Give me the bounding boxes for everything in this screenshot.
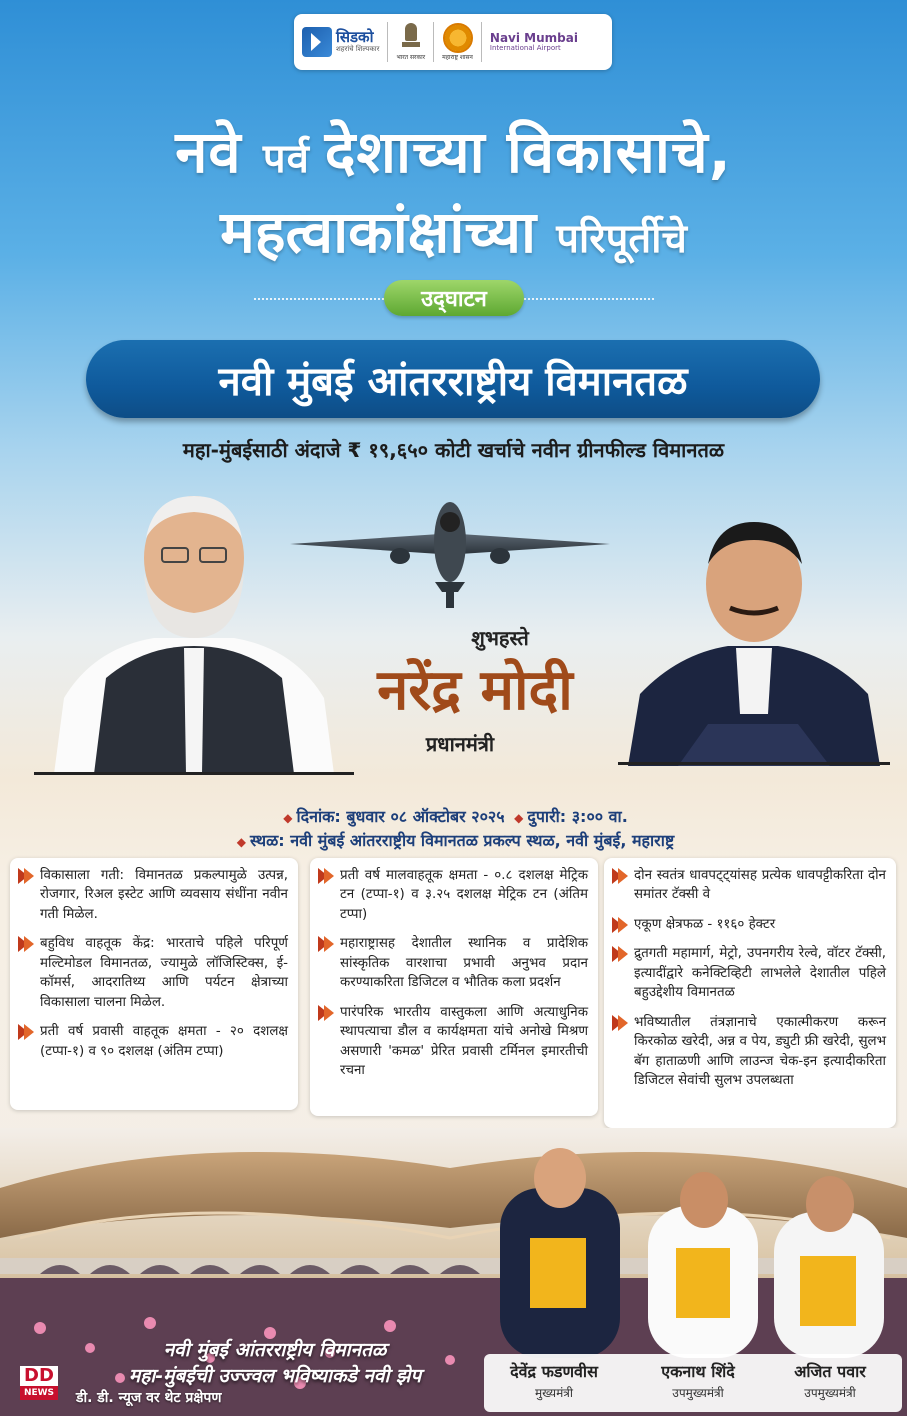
list-item	[612, 944, 886, 1002]
cidco-tagline: शहरांचे शिल्पकार	[336, 45, 380, 54]
event-venue: स्थळ: नवी मुंबई आंतरराष्ट्रीय विमानतळ प्रकल्प स्थळ, नवी मुंबई, महाराष्ट्र	[250, 831, 675, 850]
leader-role: उपमुख्यमंत्री	[672, 1386, 724, 1400]
headline-line-1	[0, 110, 907, 189]
list-item	[18, 934, 288, 1012]
double-arrow-icon	[318, 868, 334, 884]
dd-logo-top: DD	[20, 1366, 58, 1386]
cm-portrait	[618, 514, 890, 766]
double-arrow-icon	[318, 936, 334, 952]
leader-role: मुख्यमंत्री	[534, 1386, 574, 1400]
headline-word: परिपूर्तीचे	[556, 216, 687, 262]
inaugurated-by-label: शुभहस्ते	[471, 626, 529, 650]
mh-seal	[442, 23, 473, 61]
maharashtra-seal-icon	[443, 23, 473, 53]
highlight-text: विकासाला गती: विमानतळ प्रकल्पामुळे उत्पन्न, रोजगार, रिअल इस्टेट आणि व्यवसाय संधींना नवीन गती मिळेल.	[40, 868, 288, 922]
list-item	[318, 934, 588, 992]
event-time: दुपारी: ३:०० वा.	[527, 807, 628, 826]
venue-line	[0, 829, 907, 851]
highlight-text: द्रुतगती महामार्ग, मेट्रो, उपनगरीय रेल्वे, वॉटर टॅक्सी, इत्यादींद्वारे कनेक्टिव्हिटी लाभलेले देशातील पहिले बहुउद्देशीय विमानतळ	[634, 946, 886, 1001]
list-item	[318, 1003, 588, 1081]
double-arrow-icon	[18, 936, 34, 952]
project-subline: महा-मुंबईसाठी अंदाजे ₹ १९,६५० कोटी खर्चाचे नवीन ग्रीनफील्ड विमानतळ	[182, 438, 725, 462]
double-arrow-icon	[612, 1015, 628, 1031]
highlights-card-1	[10, 858, 298, 1110]
highlight-text: पारंपरिक भारतीय वास्तुकला आणि अत्याधुनिक स्थापत्याचा डौल व कार्यक्षमता यांचे अनोखे मिश्रण असणारी 'कमळ' प्रेरित प्रवासी टर्मिनल इमारतीची रचना	[340, 1004, 588, 1078]
inaugurator-role: प्रधानमंत्री	[425, 732, 495, 756]
leader-name: एकनाथ शिंदे	[661, 1362, 735, 1381]
highlight-text: दोन स्वतंत्र धावपट्ट्यांसह प्रत्येक धावपट्टीकरिता दोन समांतर टॅक्सी वे	[634, 868, 886, 903]
leader-name: देवेंद्र फडणवीस	[510, 1362, 598, 1381]
dotted-divider	[254, 298, 384, 300]
highlight-text: प्रती वर्ष मालवाहतूक क्षमता - ०.८ दशलक्ष मेट्रिक टन (टप्पा-१) व ३.२५ दशलक्ष मेट्रिक टन (अंतिम टप्पा)	[340, 868, 588, 922]
diamond-bullet-icon: ◆	[283, 811, 293, 825]
list-item	[18, 866, 288, 924]
list-item	[612, 915, 886, 934]
list-item	[612, 866, 886, 905]
national-emblem-icon	[400, 23, 422, 53]
nmia-sub: International Airport	[489, 43, 561, 52]
diamond-bullet-icon: ◆	[514, 811, 524, 825]
headline-word: पर्व	[262, 136, 325, 182]
goi-emblem	[396, 23, 425, 61]
list-item	[318, 866, 588, 924]
highlight-text: भविष्यातील तंत्रज्ञानाचे एकात्मीकरण करून किरकोळ खरेदी, अन्न व पेय, ड्युटी फ्री खरेदी, सुलभ बॅग हाताळणी आणि लाउन्ज चेक-इन इत्यादीकरिता डिजिटल सेवांची सुलभ उपलब्धता	[634, 1014, 886, 1088]
logo-divider	[387, 22, 388, 62]
dotted-divider	[524, 298, 654, 300]
logo-strip	[294, 14, 612, 70]
cidco-logo	[302, 20, 379, 64]
inaugurator-name: नरेंद्र मोदी	[377, 658, 573, 723]
mh-label: महाराष्ट्र शासन	[442, 54, 473, 61]
double-arrow-icon	[612, 868, 628, 884]
double-arrow-icon	[18, 1024, 34, 1040]
footer-tagline-1: नवी मुंबई आंतरराष्ट्रीय विमानतळ	[163, 1339, 387, 1361]
dd-news-logo	[8, 1366, 70, 1406]
cidco-name: सिडको	[336, 28, 374, 47]
broadcast-note: डी. डी. न्यूज वर थेट प्रक्षेपण	[76, 1390, 222, 1406]
headline-line-2	[0, 190, 907, 269]
nmia-logo	[490, 32, 578, 53]
leader-name: अजित पवार	[794, 1362, 866, 1381]
highlights-card-3	[604, 858, 896, 1128]
portrait-baseline	[34, 772, 354, 775]
nmia-name: Navi Mumbai	[489, 30, 578, 45]
diamond-bullet-icon: ◆	[236, 835, 247, 849]
logo-divider	[481, 22, 482, 62]
footer-tagline-2: महा-मुंबईची उज्ज्वल भविष्याकडे नवी झेप	[128, 1365, 422, 1387]
highlights-card-2	[310, 858, 598, 1116]
logo-divider	[433, 22, 434, 62]
goi-label: भारत सरकार	[396, 54, 426, 61]
list-item	[612, 1013, 886, 1091]
pm-portrait	[34, 478, 354, 774]
list-item	[18, 1022, 288, 1061]
portrait-baseline	[618, 762, 890, 765]
headline-word: नवे	[175, 118, 263, 186]
date-time-line	[0, 805, 907, 827]
headline-word: महत्वाकांक्षांच्या	[220, 198, 557, 266]
double-arrow-icon	[318, 1005, 334, 1021]
airport-title-banner: नवी मुंबई आंतरराष्ट्रीय विमानतळ	[86, 340, 820, 418]
highlight-text: महाराष्ट्रासह देशातील स्थानिक व प्रादेशिक सांस्कृतिक वारशाचा प्रभावी अनुभव प्रदान करण्याकरिता डिजिटल व भौतिक कला प्रदर्शन	[340, 936, 588, 991]
event-tag: उद्‌घाटन	[384, 280, 524, 316]
headline-word: देशाच्या विकासाचे,	[324, 118, 732, 186]
highlight-text: प्रती वर्ष प्रवासी वाहतूक क्षमता - २० दशलक्ष (टप्पा-१) व ९० दशलक्ष (अंतिम टप्पा)	[40, 1024, 288, 1059]
double-arrow-icon	[612, 946, 628, 962]
highlight-text: बहुविध वाहतूक केंद्र: भारताचे पहिले परिपूर्ण मल्टिमोडल विमानतळ, ज्यामुळे लॉजिस्टिक्स, ई-कॉमर्स, आदरातिथ्य आणि पर्यटन क्षेत्राच्या विकासाला चालना मिळेल.	[40, 936, 288, 1010]
dd-logo-bottom: NEWS	[20, 1386, 58, 1400]
cidco-mark-icon	[302, 27, 332, 57]
highlight-text: एकूण क्षेत्रफळ - ११६० हेक्टर	[634, 916, 776, 932]
double-arrow-icon	[18, 868, 34, 884]
leader-role: उपमुख्यमंत्री	[804, 1386, 856, 1400]
event-date: दिनांक: बुधवार ०८ ऑक्टोबर २०२५	[296, 807, 505, 826]
double-arrow-icon	[612, 917, 628, 933]
